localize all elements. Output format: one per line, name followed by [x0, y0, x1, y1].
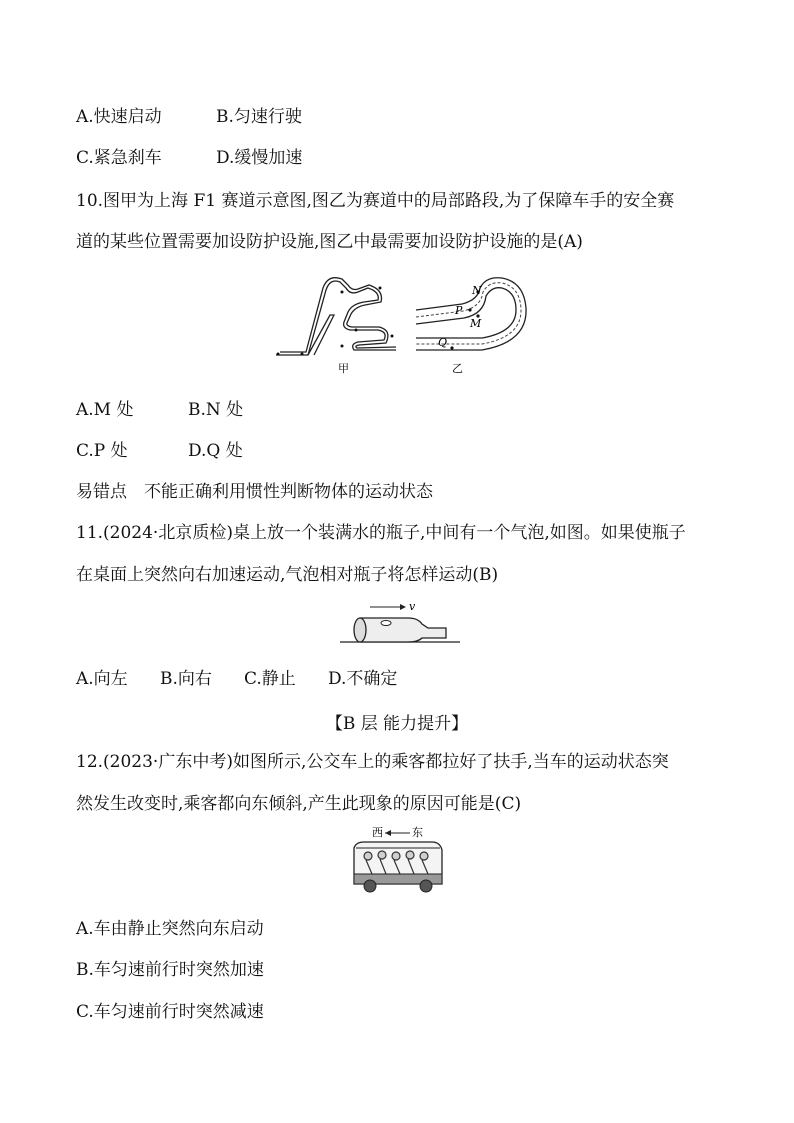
q11-options-row — [76, 668, 397, 690]
q9-options-row-2 — [76, 147, 302, 169]
velocity-label: v — [409, 600, 416, 613]
q10-stem-line-2: 道的某些位置需要加设防护设施,图乙中最需要加设防护设施的是(A) — [76, 232, 583, 252]
q10-option-c: C.P 处 — [76, 441, 128, 461]
q10-option-a: A.M 处 — [76, 400, 134, 420]
q9-option-d: D.缓慢加速 — [216, 148, 303, 168]
point-n-label: N — [472, 284, 482, 297]
point-p-label: P — [455, 304, 463, 317]
q10-options-row-1 — [76, 399, 243, 421]
q12-option-a: A.车由静止突然向东启动 — [76, 919, 264, 939]
q12-option-c: C.车匀速前行时突然减速 — [76, 1002, 264, 1022]
q11-option-c: C.静止 — [244, 669, 296, 689]
figure-label-yi: 乙 — [452, 362, 463, 375]
point-m-label: M — [470, 317, 482, 330]
q11-stem-line-2: 在桌面上突然向右加速运动,气泡相对瓶子将怎样运动(B) — [76, 565, 499, 585]
track-section-figure-yi — [412, 272, 537, 380]
q11-stem-line-1: 11.(2024·北京质检)桌上放一个装满水的瓶子,中间有一个气泡,如图。如果使瓶子 — [76, 523, 686, 543]
direction-west-label: 西 — [372, 826, 383, 839]
point-q-label: Q — [438, 336, 448, 349]
bus-figure — [348, 826, 448, 898]
direction-east-label: 东 — [412, 826, 423, 839]
figure-label-jia: 甲 — [338, 362, 349, 375]
q10-option-b: B.N 处 — [188, 400, 244, 420]
q11-option-b: B.向右 — [160, 669, 212, 689]
q10-stem-line-1: 10.图甲为上海 F1 赛道示意图,图乙为赛道中的局部路段,为了保障车手的安全赛 — [76, 191, 675, 211]
f1-track-figure-jia — [268, 270, 403, 380]
error-point-note: 易错点 不能正确利用惯性判断物体的运动状态 — [76, 482, 433, 502]
q9-option-b: B.匀速行驶 — [216, 107, 302, 127]
q10-option-d: D.Q 处 — [188, 441, 243, 461]
bottle-figure — [338, 598, 463, 648]
q9-options-row-1 — [76, 106, 302, 128]
q9-option-c: C.紧急刹车 — [76, 148, 162, 168]
q12-stem-line-1: 12.(2023·广东中考)如图所示,公交车上的乘客都拉好了扶手,当车的运动状态突 — [76, 752, 669, 772]
q9-option-a: A.快速启动 — [76, 107, 162, 127]
q12-stem-line-2: 然发生改变时,乘客都向东倾斜,产生此现象的原因可能是(C) — [76, 794, 522, 814]
section-b-heading: 【B 层 能力提升】 — [325, 714, 469, 734]
q11-option-d: D.不确定 — [328, 669, 398, 689]
q11-option-a: A.向左 — [76, 669, 128, 689]
q10-options-row-2 — [76, 440, 243, 462]
q12-option-b: B.车匀速前行时突然加速 — [76, 960, 264, 980]
